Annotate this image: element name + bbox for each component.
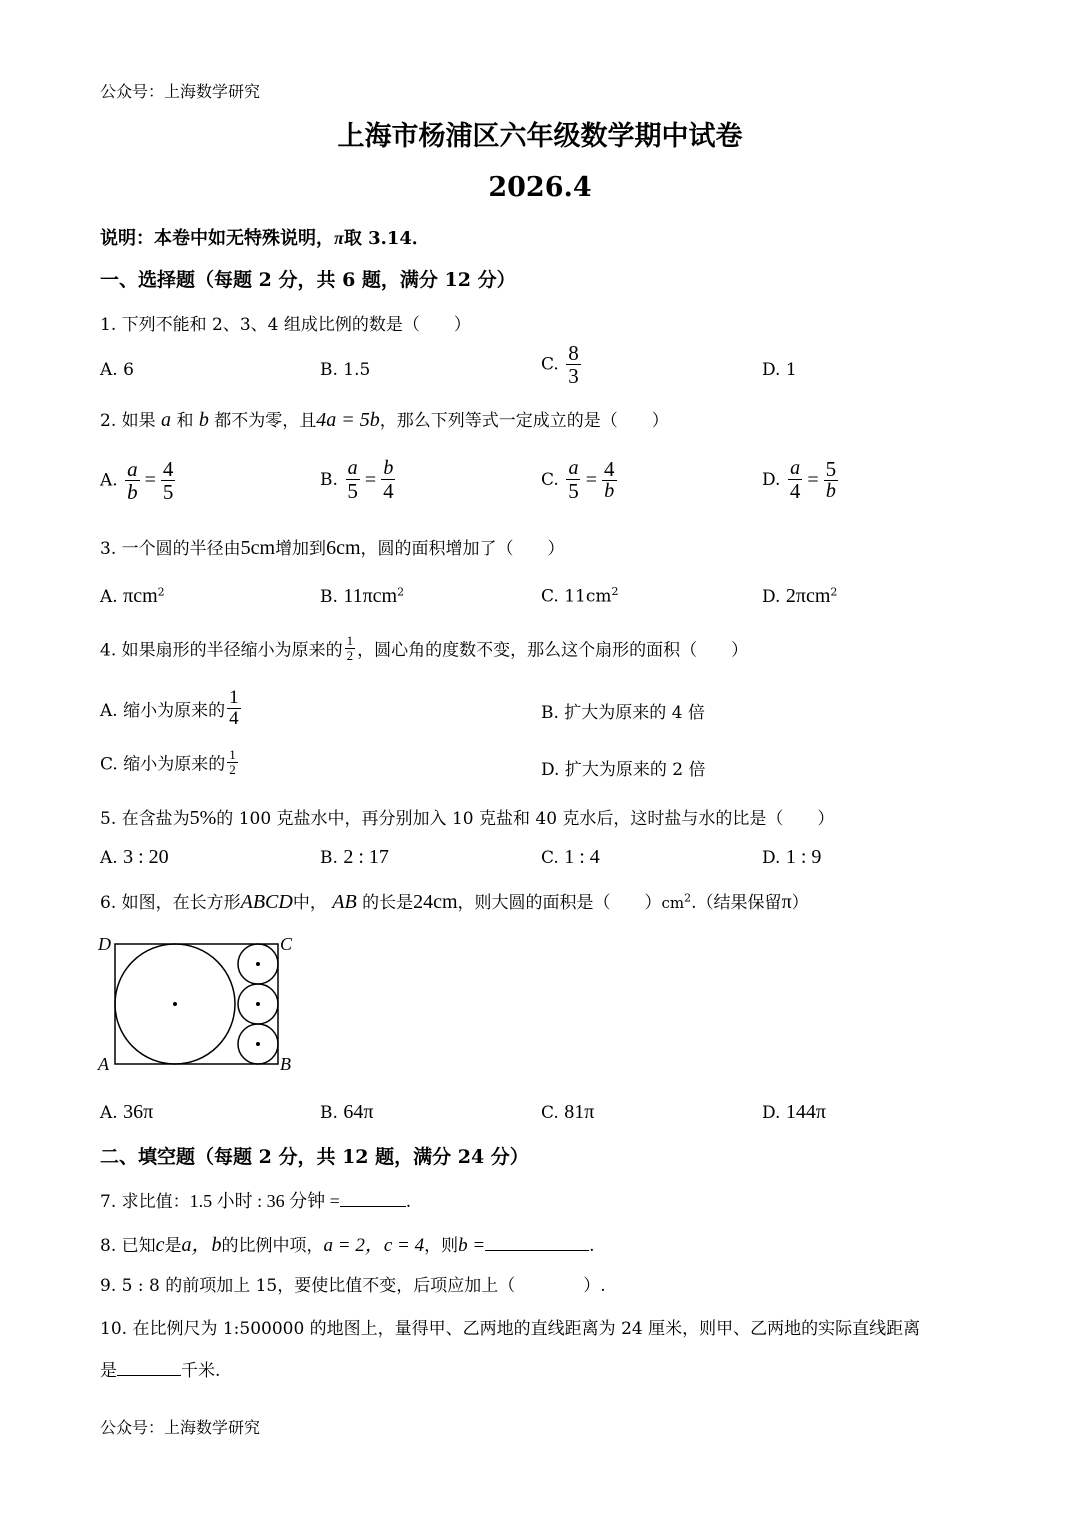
q1-option-a[interactable]: A. 6 bbox=[100, 360, 134, 380]
q10-answer-blank[interactable] bbox=[117, 1375, 181, 1376]
q8-answer-blank[interactable] bbox=[485, 1250, 589, 1251]
question-6: 6. 如图，在长方形ABCD中， AB 的长是24cm，则大圆的面积是（ ）$cm^2$.（结果保留π） bbox=[100, 891, 809, 913]
q6-option-a[interactable]: A. 36π bbox=[100, 1101, 154, 1123]
question-1: 1. 下列不能和 2、3、4 组成比例的数是（ ） bbox=[100, 315, 471, 335]
vertex-a: A bbox=[98, 1054, 109, 1074]
q4-option-c[interactable]: C. 缩小为原来的 $\frac{1}{2}$ bbox=[100, 747, 236, 777]
q3-option-d[interactable]: D. 2πcm$^2$ bbox=[762, 585, 838, 607]
q1-option-b[interactable]: B. 1.5 bbox=[320, 360, 371, 380]
q2-option-b[interactable]: B. $\frac{a}{5}$ = $\frac{b}{4}$ bbox=[320, 457, 394, 503]
header-source: 公众号：上海数学研究 bbox=[100, 82, 261, 101]
q3-option-c[interactable]: C. $11cm^2$ bbox=[541, 585, 619, 607]
q5-option-d[interactable]: D. 1 : 9 bbox=[762, 846, 822, 868]
q4-option-d[interactable]: D. 扩大为原来的 2 倍 bbox=[541, 760, 706, 780]
large-circle-center bbox=[173, 1002, 177, 1006]
q3-option-b[interactable]: B. 11πcm$^2$ bbox=[320, 585, 405, 607]
page-subtitle: 2026.4 bbox=[488, 172, 592, 203]
question-8: 8. 已知c是a，b的比例中项，a = 2，c = 4，则b = . bbox=[100, 1234, 595, 1256]
q5-option-b[interactable]: B. 2 : 17 bbox=[320, 846, 389, 868]
question-7: 7. 求比值：1.5 小时 : 36 分钟 = . bbox=[100, 1191, 412, 1212]
q2-option-c[interactable]: C. $\frac{a}{5}$ = $\frac{4}{b}$ bbox=[541, 457, 615, 503]
q5-option-a[interactable]: A. 3 : 20 bbox=[100, 846, 169, 868]
q6-option-d[interactable]: D. 144π bbox=[762, 1101, 826, 1123]
q1-option-c[interactable]: C. $\frac{8}{3}$ bbox=[541, 341, 579, 389]
vertex-c: C bbox=[280, 934, 293, 954]
q7-answer-blank[interactable] bbox=[340, 1206, 406, 1207]
q6-option-b[interactable]: B. 64π bbox=[320, 1101, 374, 1123]
vertex-d: D bbox=[98, 934, 111, 954]
q3-option-a[interactable]: A. πcm$^2$ bbox=[100, 585, 165, 607]
q4-option-a[interactable]: A. 缩小为原来的 $\frac{1}{4}$ bbox=[100, 687, 239, 729]
rectangle-abcd bbox=[115, 944, 278, 1064]
section-2-heading: 二、填空题（每题 2 分，共 12 题，满分 24 分） bbox=[100, 1146, 529, 1168]
question-10-line-2: 是 千米. bbox=[100, 1361, 221, 1381]
q1-option-d[interactable]: D. 1 bbox=[762, 360, 797, 380]
q5-option-c[interactable]: C. 1 : 4 bbox=[541, 846, 600, 868]
section-1-heading: 一、选择题（每题 2 分，共 6 题，满分 12 分） bbox=[100, 269, 516, 291]
question-4: 4. 如果扇形的半径缩小为原来的 $\frac{1}{2}$ ，圆心角的度数不变，那么这个扇形的面积（ ） bbox=[100, 633, 749, 663]
q2-option-d[interactable]: D. $\frac{a}{4}$ = $\frac{5}{b}$ bbox=[762, 457, 837, 503]
question-10-line-1: 10. 在比例尺为 1:500000 的地图上，量得甲、乙两地的直线距离为 24 厘米，则甲、乙两地的实际直线距离 bbox=[100, 1319, 921, 1339]
q1-option-c-fraction: $\frac{8}{3}$ bbox=[568, 341, 579, 389]
vertex-b: B bbox=[280, 1054, 291, 1074]
question-5: 5. 在含盐为5%的 100 克盐水中，再分别加入 10 克盐和 40 克水后，这时盐与水的比是（ ） bbox=[100, 807, 835, 829]
question-2: 2. 如果 a 和 b 都不为零，且4a = 5b，那么下列等式一定成立的是（ ） bbox=[100, 409, 669, 431]
question-3: 3. 一个圆的半径由5cm增加到6cm，圆的面积增加了（ ） bbox=[100, 537, 565, 559]
page-title: 上海市杨浦区六年级数学期中试卷 bbox=[337, 121, 743, 152]
question-9: 9. 5 : 8 的前项加上 15，要使比值不变，后项应加上（ ）. bbox=[100, 1276, 606, 1296]
footer-source: 公众号：上海数学研究 bbox=[100, 1418, 261, 1437]
q4-option-b[interactable]: B. 扩大为原来的 4 倍 bbox=[541, 703, 705, 723]
instruction-note: 说明：本卷中如无特殊说明，π取 3.14． bbox=[100, 228, 430, 249]
q6-figure bbox=[94, 930, 304, 1078]
q6-option-c[interactable]: C. 81π bbox=[541, 1101, 595, 1123]
q2-option-a[interactable]: A. $\frac{a}{b}$ = $\frac{4}{5}$ bbox=[100, 457, 174, 505]
